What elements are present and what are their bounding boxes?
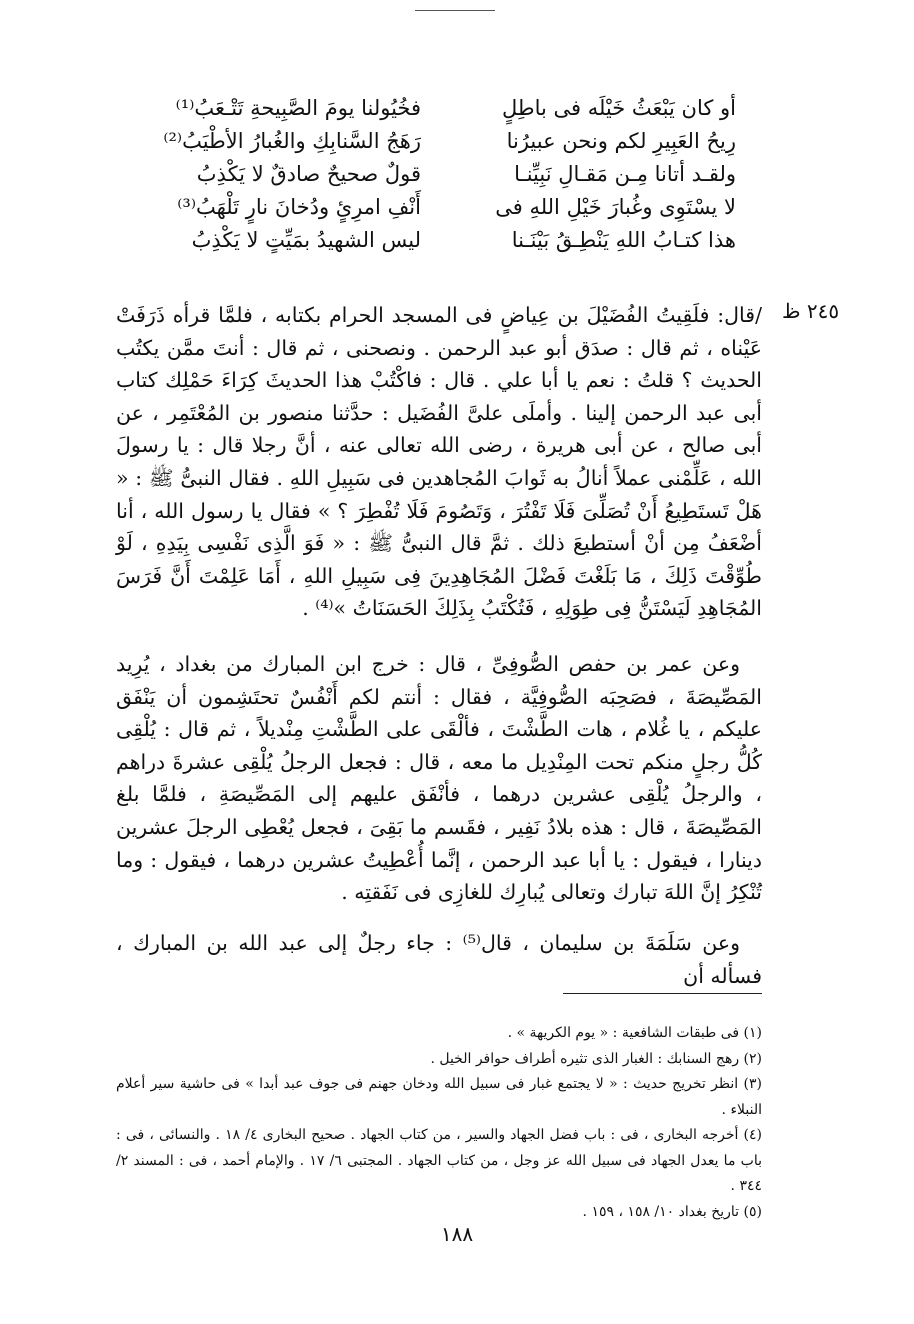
verse-first-hemistich: رِيحُ العَبِيرِ لكم ونحن عبيرُنا bbox=[506, 129, 736, 153]
footnote: (٣) انظر تخريج حديث : « لا يجتمع غبار فى سبيل الله ودخان جهنم فى جوف عبد أبدا » فى حاشية سير أعلام النبلاء . bbox=[116, 1076, 762, 1118]
verse-first-hemistich: هذا كتـابُ اللهِ يَنْطِـقُ بَيْنَـنا bbox=[511, 228, 736, 252]
verse-first-hemistich: أو كان يَبْعَثُ خَيْلَه فى باطِلٍ bbox=[501, 96, 736, 120]
poem-verse bbox=[126, 92, 736, 125]
poem-verse bbox=[126, 224, 736, 257]
body-paragraph: وعن سَلَمَةَ بن سليمان ، قال⁽⁵⁾ : جاء رجلٌ إلى عبد الله بن المبارك ، فسأله أن bbox=[116, 931, 762, 988]
footnote: (١) فى طبقات الشافعية : « يوم الكريهة » . bbox=[507, 1025, 762, 1041]
verse-second-hemistich: رَهَجُ السَّنابِكِ والغُبارُ الأطْيَبُ⁽²⁾ bbox=[163, 129, 421, 153]
poem bbox=[126, 92, 736, 257]
footnote: (٤) أخرجه البخارى ، فى : باب فضل الجهاد والسير ، من كتاب الجهاد . صحيح البخارى ٤/ ١٨ . والنسائى ، فى : باب ما يعدل الجهاد فى سبيل الله عز وجل ، من كتاب الجهاد . المجتبى ٦/ ١٧ . والإمام أحمد ، فى : المسند ٢/ ٣٤٤ . bbox=[116, 1127, 763, 1194]
body-paragraph: وعن عمر بن حفص الصُّوفِىِّ ، قال : خرج ابن المبارك من بغداد ، يُرِيد المَصِّيصَةَ ، فصَحِبَه الصُّوفِيَّة ، فقال : أنتم لكم أَنْفُسٌ تحتَشِمون أن يَنْفَق عليكم ، يا غُلام ، هات الطَّشْتَ ، فألْقَى على الطَّشْتِ مِنْديلاً ، ثم قال : يُلْقِى كُلُّ رجلٍ منكم تحت المِنْدِيل ما معه ، قال : فجعل الرجلُ يُلْقِى عشرةَ دراهم ، والرجلُ يُلْقِى عشرين درهما ، فأنْفَق عليهم إلى المَصِّيصَةِ ، فلمَّا بلغ المَصِّيصَةَ ، قال : هذه بلادُ نَفِير ، فقَسم ما بَقِىَ ، فجعل يُعْطِى الرجلَ عشرين دينارا ، فيقول : يا أبا عبد الرحمن ، إنَّما أُعْطِيتُ عشرين درهما ، فيقول : وما تُنْكِرُ إنَّ اللهَ تبارك وتعالى يُبارِك للغازِى فى نَفَقتِه . bbox=[116, 652, 762, 905]
poem-verse bbox=[126, 125, 736, 158]
verse-second-hemistich: قولٌ صحيحٌ صادقٌ لا يَكْذِبُ bbox=[196, 162, 421, 186]
verse-second-hemistich: أَنْفِ امرِئٍ ودُخانَ نارٍ تَلْهَبُ⁽³⁾ bbox=[177, 195, 421, 219]
verse-first-hemistich: ولقـد أتانا مِـن مَقـالِ نَبِيِّنـا bbox=[514, 162, 736, 186]
verse-first-hemistich: لا يسْتَوِى وغُبارَ خَيْلِ اللهِ فى bbox=[495, 195, 736, 219]
page-number: ١٨٨ bbox=[440, 1222, 474, 1246]
footnotes bbox=[116, 1021, 762, 1225]
poem-verse bbox=[126, 191, 736, 224]
body-paragraph: /قال: فلَقِيتُ الفُضَيْلَ بن عِياضٍ فى المسجد الحرام بكتابه ، فلمَّا قرأه ذَرَفَتْ عَيْناه ، ثم قال : صدَق أبو عبد الرحمن . ونصحنى ، ثم قال : أنتَ ممَّن يكتُب الحديث ؟ قلتُ : نعم يا أبا علي . قال : فاكْتُبْ هذا الحديثَ كِرَاءَ حَمْلِك كتاب أبى عبد الرحمن إلينا . وأملَى علىَّ الفُضَيل : حدَّثنا منصور بن المُعْتَمِر ، عن أبى صالح ، عن أبى هريرة ، رضى الله تعالى عنه ، أنَّ رجلا قال : يا رسولَ الله ، عَلِّمْنى عملاً أنالُ به ثَوابَ المُجاهدين فى سَبِيلِ اللهِ . فقال النبىُّ ﷺ : « هَلْ تَستَطِيعُ أَنْ تُصَلِّىَ فَلَا تَفْتُرَ ، وَتَصُومَ فَلَا تُفْطِرَ ؟ » فقال يا رسول الله ، أنا أضْعَفُ مِن أنْ أستطيعَ ذلك . ثمَّ قال النبىُّ ﷺ : « فَوَ الَّذِى نَفْسِى بِيَدِهِ ، لَوْ طُوِّقْتَ ذَلِكَ ، مَا بَلَغْتَ فَضْلَ المُجَاهِدِينَ فِى سَبِيلِ اللهِ ، أَمَا عَلِمْتَ أَنَّ فَرَسَ المُجَاهِدِ لَيَسْتَنُّ فِى طِوَلِهِ ، فَتُكْتَبُ بِذَلِكَ الحَسَنَاتُ »⁽⁴⁾ . bbox=[116, 303, 762, 621]
top-rule bbox=[415, 0, 495, 11]
verse-second-hemistich: ليس الشهيدُ بمَيِّتٍ لا يَكْذِبُ bbox=[191, 228, 421, 252]
footnote: (٢) رهج السنابك : الغبار الذى تثيره أطراف حوافر الخيل . bbox=[430, 1050, 762, 1067]
manuscript-folio-marker: ٢٤٥ ظ bbox=[782, 299, 840, 323]
verse-second-hemistich: فخُيُولنا يومَ الصَّبِيحةِ تَتْـعَبُ⁽¹⁾ bbox=[175, 96, 421, 120]
footnote-separator bbox=[563, 993, 762, 994]
footnote: (٥) تاريخ بغداد ١٠/ ١٥٨ ، ١٥٩ . bbox=[582, 1203, 762, 1220]
poem-verse bbox=[126, 158, 736, 191]
